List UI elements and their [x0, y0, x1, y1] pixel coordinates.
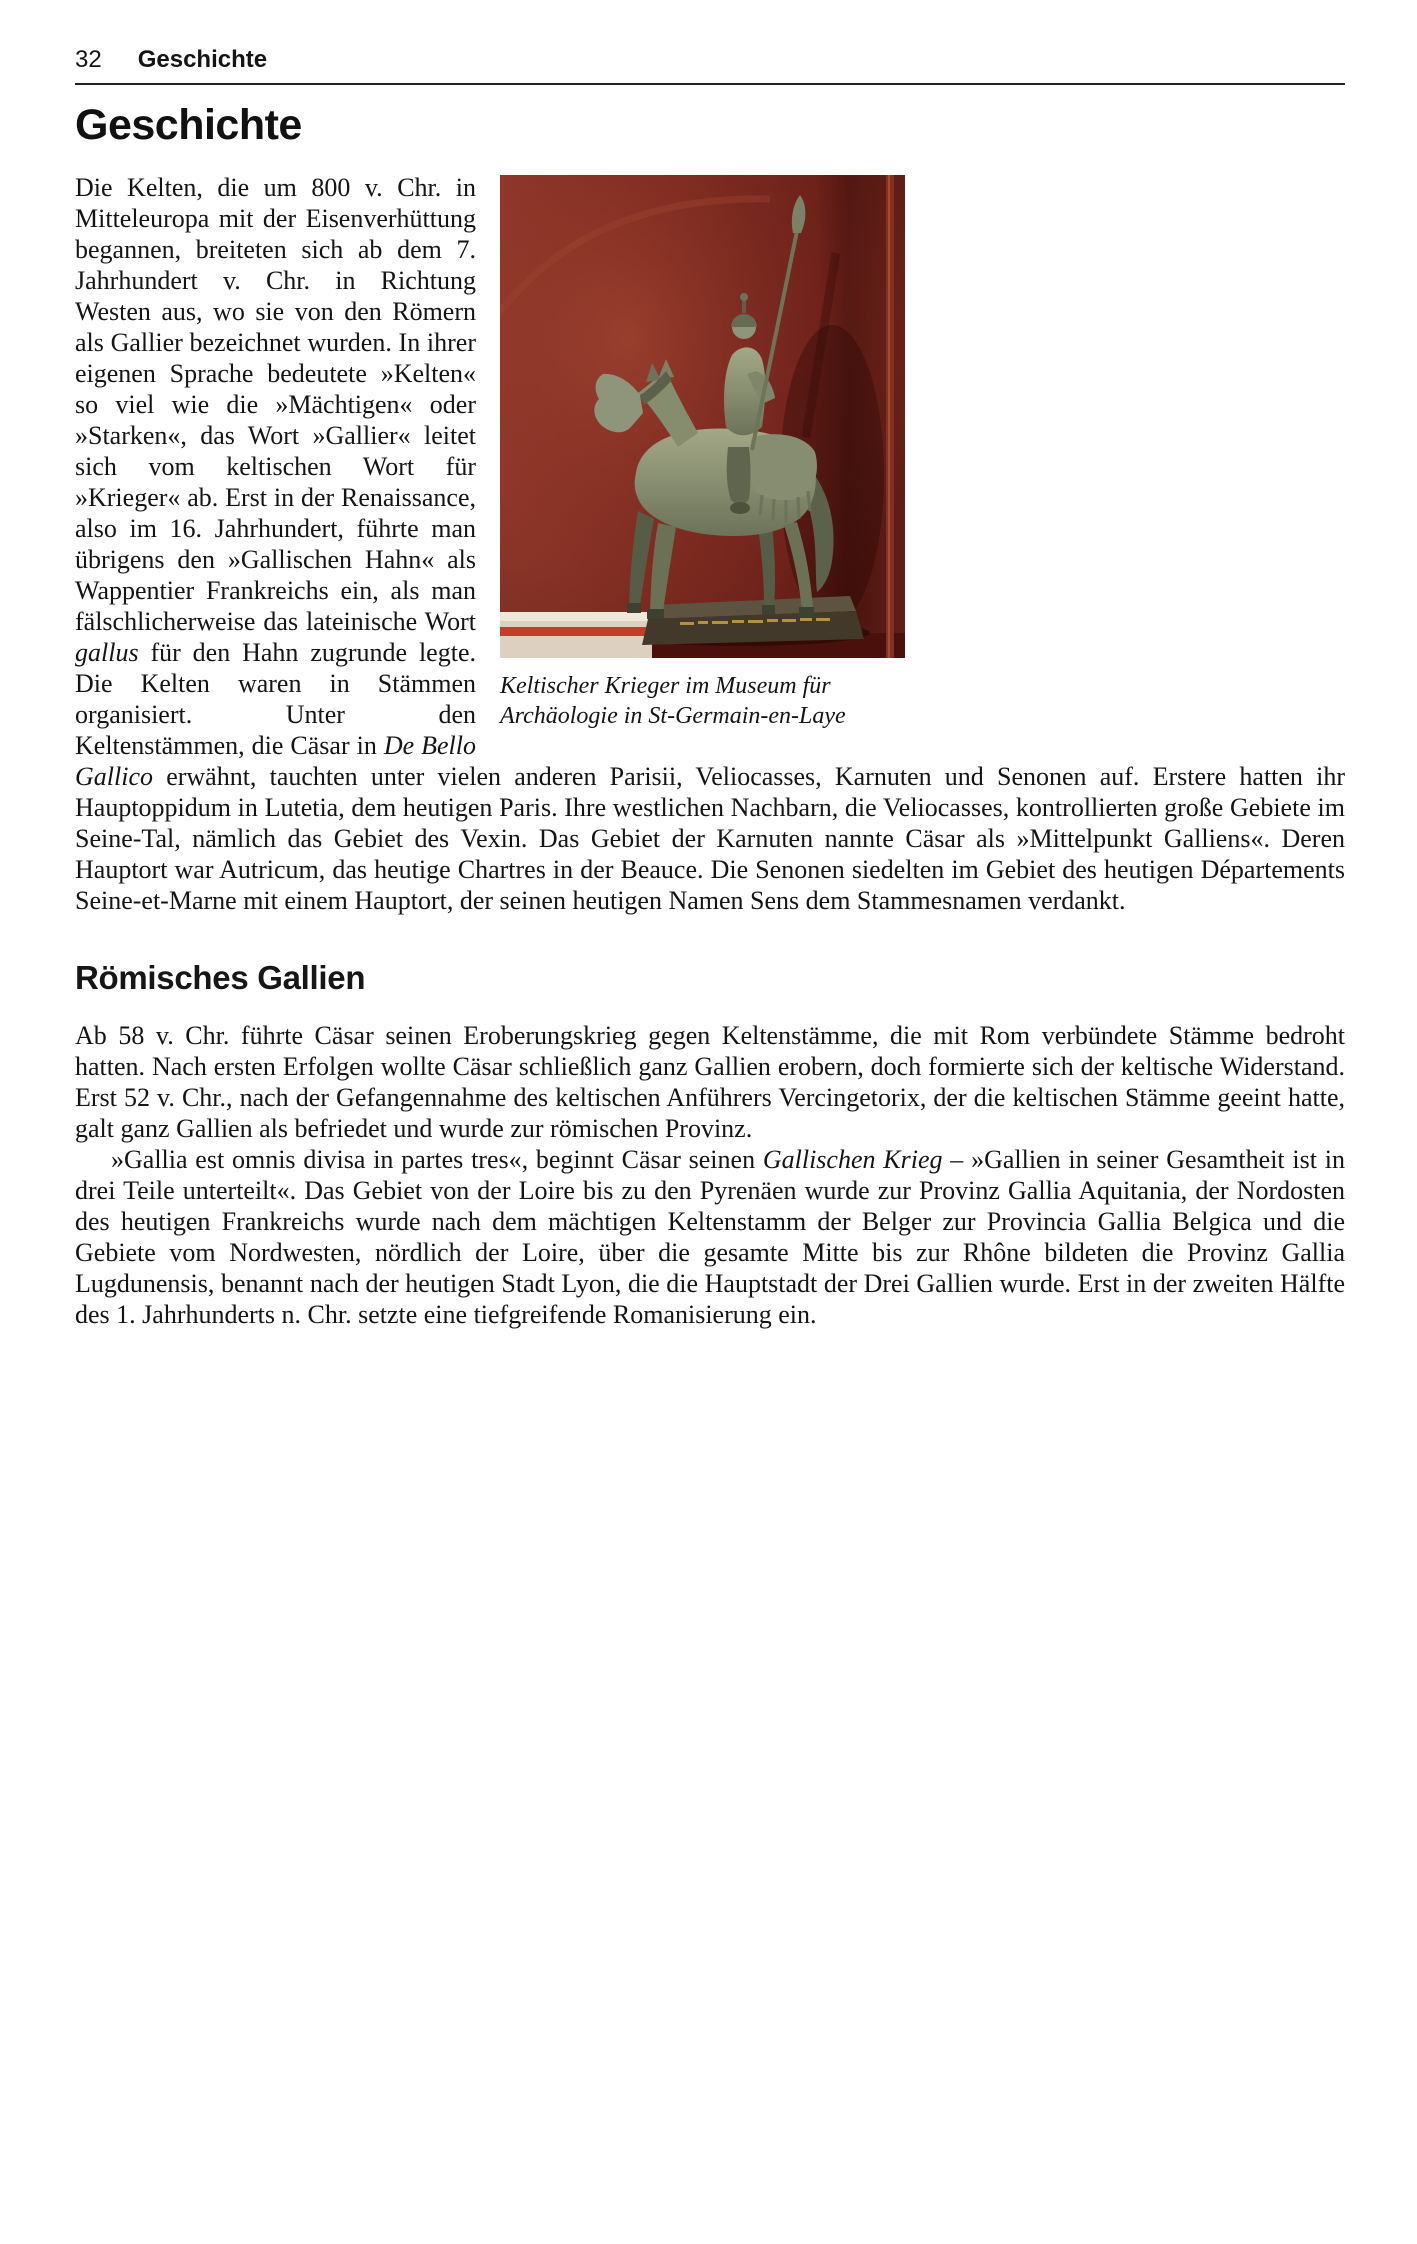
intro-text-run-2: für den Hahn zugrunde legte. Die Kelten waren in Stämmen organisiert. Unter den Keltenstämmen, die Cäsar in [75, 638, 476, 760]
header-section-label: Geschichte [137, 46, 268, 73]
caption-line-1: Keltischer Krieger im Museum für [500, 673, 831, 699]
work-title-de-bello-gallico: De Bello Gallico [75, 731, 477, 791]
roman-gaul-paragraph-2 [75, 1144, 1345, 1330]
roman-gaul-paragraph-1: Ab 58 v. Chr. führte Cäsar seinen Eroberungskrieg gegen Keltenstämme, die mit Rom verbündete Stämme bedroht hatten. Nach ersten Erfolgen wollte Cäsar schließlich ganz Gallien erobern, doch formierte sich der keltische Widerstand. Erst 52 v. Chr., nach der Gefangennahme des keltischen Anführers Vercingetorix, der die keltischen Stämme geeint hatte, galt ganz Gallien als befriedet und wurde zur römischen Provinz. [75, 1021, 1345, 1143]
latin-term-gallus: gallus [75, 638, 139, 667]
photo-caption [500, 671, 905, 731]
quote-text-run-2: – »Gallien in seiner Gesamtheit ist in drei Teile unterteilt«. Das Gebiet von der Loire bis zu den Pyrenäen wurde zur Provinz Gallia Aquitania, der Nordosten des heutigen Frankreichs wurde nach dem mächtigen Keltenstamm der Belger zur Provincia Gallia Belgica und die Gebiete vom Nordwesten, nördlich der Loire, über die gesamte Mitte bis zur Rhône bildeten die Provinz Gallia Lugdunensis, benannt nach der heutigen Stadt Lyon, die die Hauptstadt der Drei Gallien wurde. Erst in der zweiten Hälfte des 1. Jahrhunderts n. Chr. setzte eine tiefgreifende Romanisierung ein. [75, 1145, 1345, 1329]
work-title-gallischer-krieg: Gallischen Krieg [762, 1145, 943, 1174]
quote-text-run-1: »Gallia est omnis divisa in partes tres«, beginnt Cäsar seinen [111, 1145, 763, 1174]
statue-photo [500, 175, 905, 658]
article-body [75, 172, 1345, 1330]
caption-line-2: Archäologie in St-Germain-en-Laye [500, 703, 846, 729]
running-header [75, 46, 1345, 85]
statue-figure [500, 175, 905, 731]
page-number: 32 [75, 46, 102, 73]
statue-illustration [500, 175, 905, 658]
page-title: Geschichte [75, 101, 302, 149]
intro-text-run-3: erwähnt, tauchten unter vielen anderen Parisii, Veliocasses, Karnuten und Senonen auf. Erstere hatten ihr Hauptoppidum in Lutetia, dem heutigen Paris. Ihre westlichen Nachbarn, die Veliocasses, kontrollierten große Gebiete im Seine-Tal, nämlich das Gebiet des Vexin. Das Gebiet der Karnuten nannte Cäsar als »Mittelpunkt Galliens«. Deren Hauptort war Autricum, das heutige Chartres in der Beauce. Die Senonen siedelten im Gebiet des heutigen Départements Seine-et-Marne mit einem Hauptort, der seinen heutigen Namen Sens dem Stammesnamen verdankt. [75, 762, 1345, 915]
intro-text-run-1: Die Kelten, die um 800 v. Chr. in Mitteleuropa mit der Eisenverhüttung begannen, breiteten sich ab dem 7. Jahrhundert v. Chr. in Richtung Westen aus, wo sie von den Römern als Gallier bezeichnet wurden. In ihrer eigenen Sprache bedeutete »Kelten« so viel wie die »Mächtigen« oder »Starken«, das Wort »Gallier« leitet sich vom keltischen Wort für »Krieger« ab. Erst in der Renaissance, also im 16. Jahrhundert, führte man übrigens den »Gallischen Hahn« als Wappentier Frankreichs ein, als man fälschlicherweise das lateinische Wort [75, 173, 476, 636]
section-heading-roemisches-gallien: Römisches Gallien [75, 959, 366, 996]
